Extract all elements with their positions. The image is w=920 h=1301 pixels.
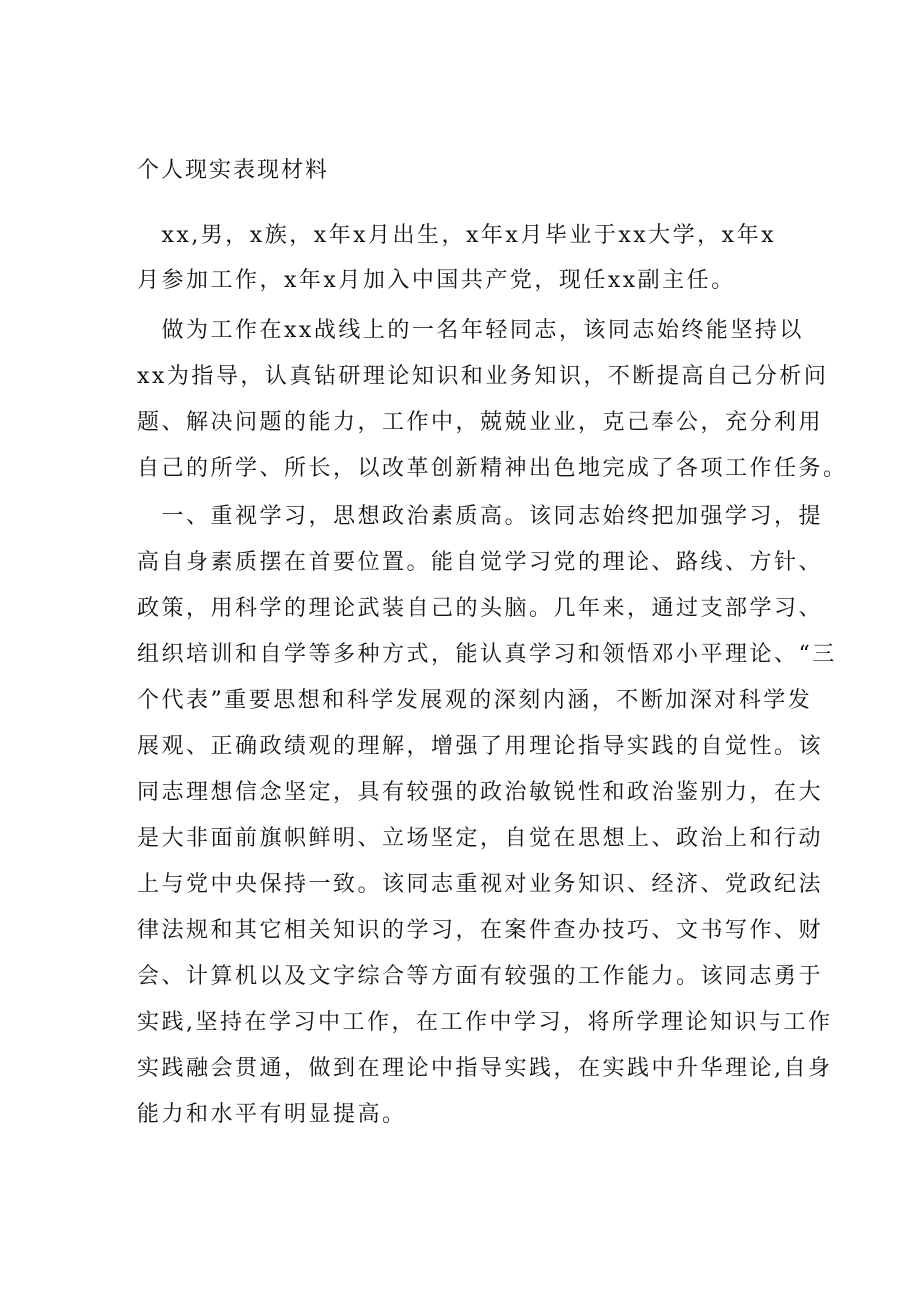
body-line: 能力和水平有明显提高。 [137,1102,407,1127]
body-line: 是大非面前旗帜鲜明、立场坚定，自觉在思想上、政治上和行动 [137,826,824,851]
body-line: xx,男，x族，x年x月出生，x年x月毕业于xx大学，x年x [137,223,776,248]
body-line: 组织培训和自学等多种方式，能认真学习和领悟邓小平理论、“三 [137,642,837,667]
body-line: 自己的所学、所长，以改革创新精神出色地完成了各项工作任务。 [137,456,848,481]
body-line: 实践,坚持在学习中工作，在工作中学习，将所学理论知识与工作 [137,1010,833,1035]
body-line: 月参加工作，x年x月加入中国共产党，现任xx副主任。 [137,268,736,293]
body-line: 展观、正确政绩观的理解，增强了用理论指导实践的自觉性。该 [137,734,824,759]
body-line: 实践融会贯通，做到在理论中指导实践，在实践中升华理论,自身 [137,1056,833,1081]
body-line: 高自身素质摆在首要位置。能自觉学习党的理论、路线、方针、 [137,550,824,575]
body-line: 个代表”重要思想和科学发展观的深刻内涵，不断加深对科学发 [137,688,813,713]
body-line: 做为工作在xx战线上的一名年轻同志，该同志始终能坚持以 [137,318,804,343]
body-line: 会、计算机以及文字综合等方面有较强的工作能力。该同志勇于 [137,964,824,989]
document-title: 个人现实表现材料 [137,158,330,183]
body-line: 一、重视学习，思想政治素质高。该同志始终把加强学习，提 [137,504,824,529]
body-line: 政策，用科学的理论武装自己的头脑。几年来，通过支部学习、 [137,596,824,621]
body-line: 题、解决问题的能力，工作中，兢兢业业，克己奉公，充分利用 [137,410,824,435]
body-line: xx为指导，认真钻研理论知识和业务知识，不断提高自己分析问 [137,364,829,389]
body-line: 上与党中央保持一致。该同志重视对业务知识、经济、党政纪法 [137,872,824,897]
body-line: 同志理想信念坚定，具有较强的政治敏锐性和政治鉴别力，在大 [137,780,824,805]
body-line: 律法规和其它相关知识的学习，在案件查办技巧、文书写作、财 [137,918,824,943]
